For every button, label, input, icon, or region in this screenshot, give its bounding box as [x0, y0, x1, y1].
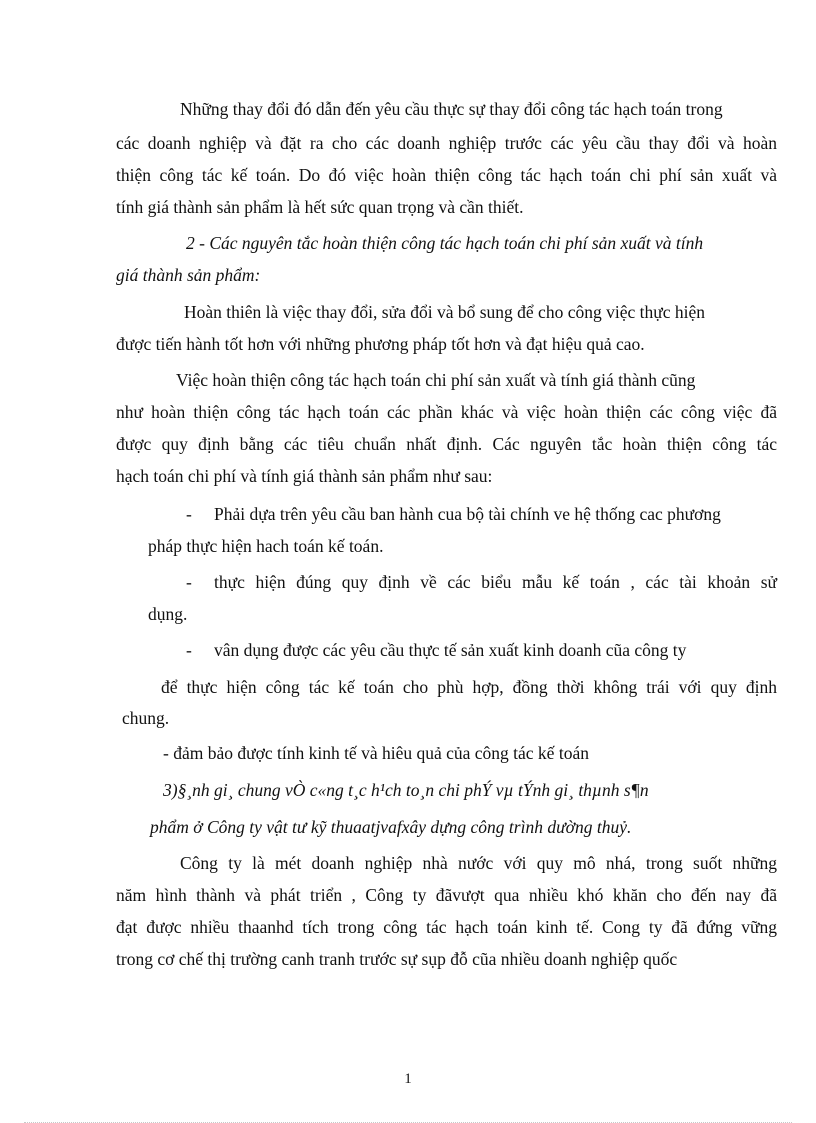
paragraph-line: tính giá thành sản phẩm là hết sức quan trọng và cần thiết.	[116, 197, 524, 217]
list-item: pháp thực hiện hach toán kế toán.	[148, 536, 384, 556]
paragraph-line: - đảm bảo được tính kinh tế và hiêu quả của công tác kế toán	[163, 743, 589, 763]
section-heading: 2 - Các nguyên tắc hoàn thiện công tác hạch toán chi phí sản xuất và tính	[186, 233, 704, 253]
section-heading: giá thành sản phẩm:	[116, 265, 261, 285]
bullet-marker: -	[186, 504, 192, 524]
list-item: thực hiện đúng quy định về các biểu mẫu kế toán , các tài khoản sử	[214, 572, 777, 592]
paragraph-line: được tiến hành tốt hơn với những phương pháp tốt hơn và đạt hiệu quả cao.	[116, 334, 645, 354]
section-heading: 3)§¸nh gi¸ chung vÒ c«ng t¸c h¹ch to¸n chi phÝ vµ tÝnh gi¸ thµnh s¶n	[163, 780, 649, 800]
bullet-marker: -	[186, 572, 192, 592]
paragraph-line: đạt được nhiều thaanhd tích trong công tác hạch toán kinh tế. Cong ty đã đứng vững	[116, 917, 777, 937]
paragraph-line: Công ty là mét doanh nghiệp nhà nước với quy mô nhá, trong suốt những	[180, 853, 777, 873]
paragraph-line: Những thay đổi đó dẫn đến yêu cầu thực sự thay đổi công tác hạch toán trong	[180, 99, 723, 119]
paragraph-line: hạch toán chi phí và tính giá thành sản phẩm như sau:	[116, 466, 493, 486]
paragraph-line: như hoàn thiện công tác hạch toán các phần khác và việc hoàn thiện các công việc đã	[116, 402, 777, 422]
paragraph-line: Việc hoàn thiện công tác hạch toán chi phí sản xuất và tính giá thành cũng	[176, 370, 696, 390]
page-number: 1	[404, 1071, 412, 1087]
paragraph-line: để thực hiện công tác kế toán cho phù hợp, đồng thời không trái với quy định	[161, 677, 777, 697]
paragraph-line: các doanh nghiệp và đặt ra cho các doanh nghiệp trước các yêu cầu thay đổi và hoàn	[116, 133, 777, 153]
paragraph-line: chung.	[122, 708, 170, 728]
section-heading: phẩm ở Công ty vật tư kỹ thuaatjvafxây dựng công trình dường thuỷ.	[150, 817, 632, 837]
paragraph-line: được quy định bằng các tiêu chuẩn nhất định. Các nguyên tắc hoàn thiện công tác	[116, 434, 777, 454]
paragraph-line: thiện công tác kế toán. Do đó việc hoàn thiện công tác hạch toán chi phí sản xuất và	[116, 165, 777, 185]
paragraph-line: năm hình thành và phát triển , Công ty đãvượt qua nhiều khó khăn cho đến nay đã	[116, 885, 777, 905]
paragraph-line: trong cơ chế thị trường canh tranh trước sự sụp đỗ cũa nhiều doanh nghiệp quốc	[116, 949, 678, 969]
list-item: vân dụng được các yêu cầu thực tế sản xuất kinh doanh cũa công ty	[214, 640, 687, 660]
list-item: dụng.	[148, 604, 188, 624]
bullet-marker: -	[186, 640, 192, 660]
paragraph-line: Hoàn thiên là việc thay đổi, sửa đổi và bổ sung để cho công việc thực hiện	[184, 302, 705, 322]
list-item: Phải dựa trên yêu cầu ban hành cua bộ tài chính ve hệ thống cac phương	[214, 504, 721, 524]
